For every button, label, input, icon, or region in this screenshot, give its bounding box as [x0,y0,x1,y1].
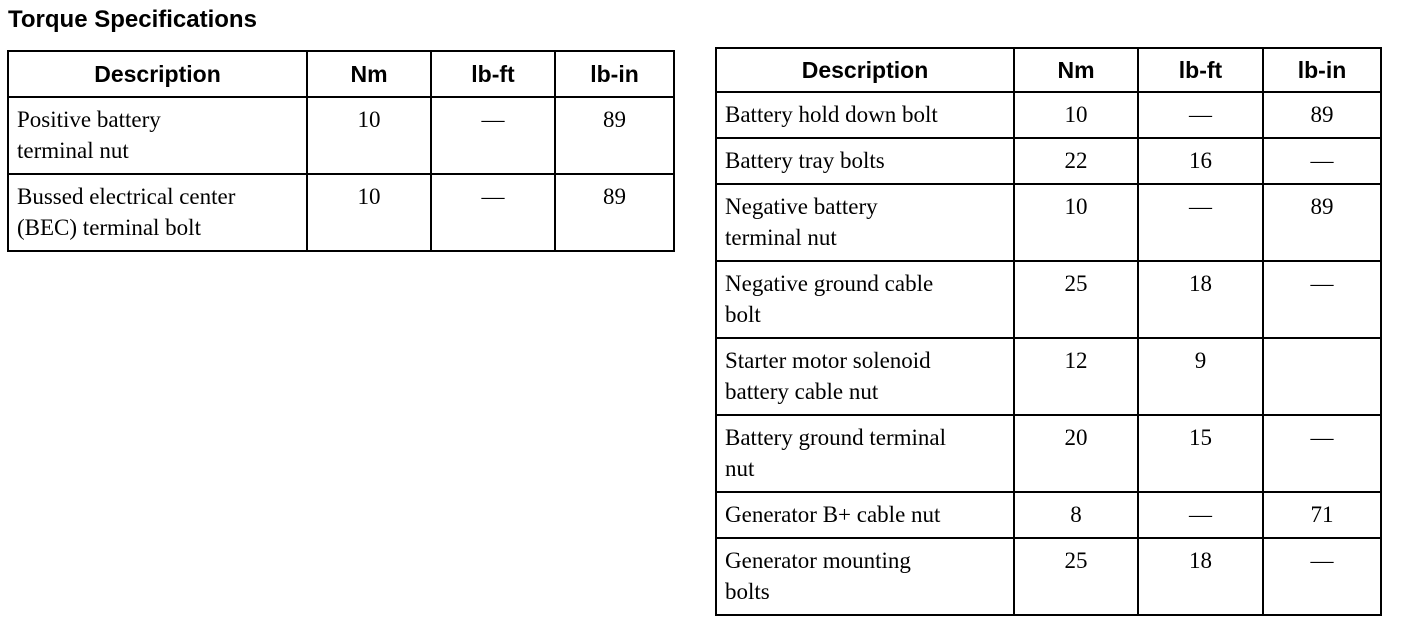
lb-ft-cell: 9 [1138,338,1263,415]
torque-table-right [715,47,1382,616]
column-header-nm: Nm [1014,48,1138,92]
description-cell [716,92,1014,138]
nm-cell: 25 [1014,538,1138,615]
lb-ft-cell: — [1138,492,1263,538]
lb-ft-cell: — [1138,92,1263,138]
nm-cell: 10 [307,174,431,251]
lb-in-cell: — [1263,138,1381,184]
lb-in-cell: 89 [555,174,674,251]
description-cell [8,97,307,174]
column-header-lb-in: lb-in [1263,48,1381,92]
nm-cell: 22 [1014,138,1138,184]
description-line: battery cable nut [725,379,879,404]
table-row [716,184,1381,261]
description-line: nut [725,456,755,481]
column-header-lb-ft: lb-ft [1138,48,1263,92]
description-line: (BEC) terminal bolt [17,215,201,240]
lb-in-cell: 71 [1263,492,1381,538]
lb-ft-cell: — [431,174,555,251]
lb-in-cell [1263,338,1381,415]
nm-cell: 10 [1014,92,1138,138]
description-cell [8,174,307,251]
description-cell [716,261,1014,338]
description-line: Bussed electrical center [17,184,236,209]
nm-cell: 20 [1014,415,1138,492]
table-row [716,338,1381,415]
description-cell [716,184,1014,261]
description-line: Negative battery [725,194,878,219]
description-line: Generator B+ cable nut [725,502,941,527]
lb-ft-cell: 18 [1138,538,1263,615]
description-line: Negative ground cable [725,271,934,296]
description-line: Starter motor solenoid [725,348,931,373]
page-title: Torque Specifications [8,6,257,33]
table-row [716,492,1381,538]
description-line: Battery ground terminal [725,425,946,450]
lb-in-cell: 89 [1263,92,1381,138]
table-row [8,97,674,174]
column-header-description: Description [8,51,307,97]
nm-cell: 10 [1014,184,1138,261]
nm-cell: 10 [307,97,431,174]
lb-ft-cell: — [431,97,555,174]
lb-in-cell: 89 [1263,184,1381,261]
table-row [716,138,1381,184]
description-cell [716,492,1014,538]
table-row [716,261,1381,338]
column-header-nm: Nm [307,51,431,97]
description-line: terminal nut [725,225,837,250]
column-header-lb-in: lb-in [555,51,674,97]
description-line: Battery hold down bolt [725,102,938,127]
lb-ft-cell: 15 [1138,415,1263,492]
table-row [8,174,674,251]
lb-ft-cell: — [1138,184,1263,261]
lb-in-cell: 89 [555,97,674,174]
description-line: Generator mounting [725,548,911,573]
description-line: bolt [725,302,761,327]
nm-cell: 8 [1014,492,1138,538]
lb-in-cell: — [1263,261,1381,338]
description-cell [716,415,1014,492]
torque-table-left [7,50,675,252]
table-row [716,92,1381,138]
header-row [8,51,674,97]
column-header-lb-ft: lb-ft [431,51,555,97]
lb-in-cell: — [1263,415,1381,492]
lb-ft-cell: 16 [1138,138,1263,184]
nm-cell: 12 [1014,338,1138,415]
nm-cell: 25 [1014,261,1138,338]
header-row [716,48,1381,92]
table-row [716,538,1381,615]
description-cell [716,538,1014,615]
table-row [716,415,1381,492]
lb-ft-cell: 18 [1138,261,1263,338]
description-line: Positive battery [17,107,161,132]
description-line: terminal nut [17,138,129,163]
column-header-description: Description [716,48,1014,92]
description-cell [716,338,1014,415]
description-line: Battery tray bolts [725,148,885,173]
description-line: bolts [725,579,770,604]
lb-in-cell: — [1263,538,1381,615]
description-cell [716,138,1014,184]
